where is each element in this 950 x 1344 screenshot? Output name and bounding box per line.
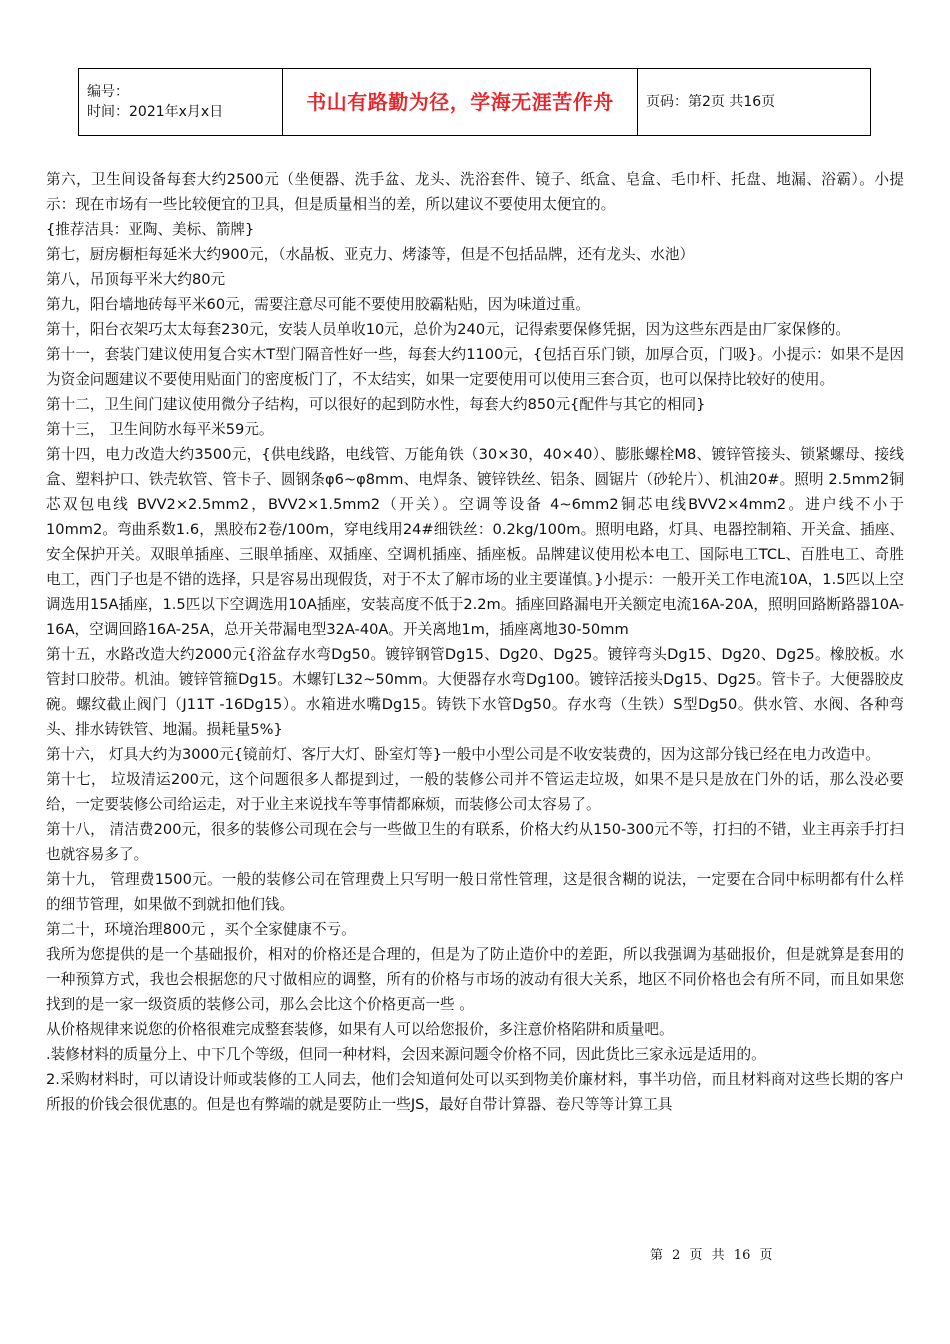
paragraph: 第十三， 卫生间防水每平米59元。 (46, 421, 274, 438)
document-body (46, 167, 904, 1117)
paragraph: 第十一，套装门建议使用复合实木T型门隔音性好一些，每套大约1100元，{包括百乐门锁，加厚合页，门吸}。小提示：如果不是因为资金问题建议不要使用贴面门的密度板门了，不太结实，如果一定要使用可以使用三套合页，也可以保持比较好的使用。 (46, 346, 904, 388)
paragraph: 第七，厨房橱柜每延米大约900元，（水晶板、亚克力、烤漆等，但是不包括品牌，还有龙头、水池） (46, 246, 695, 263)
paragraph: 第六，卫生间设备每套大约2500元（坐便器、洗手盆、龙头、洗浴套件、镜子、纸盒、皂盒、毛巾杆、托盘、地漏、浴霸）。小提示：现在市场有一些比较便宜的卫具，但是质量相当的差，所以建议不要使用太便宜的。 (46, 171, 904, 213)
paragraph: 第十二，卫生间门建议使用微分子结构，可以很好的起到防水性，每套大约850元{配件与其它的相同} (46, 396, 706, 413)
paragraph: 2.采购材料时，可以请设计师或装修的工人同去，他们会知道何处可以买到物美价廉材料，事半功倍，而且材料商对这些长期的客户所报的价钱会很优惠的。但是也有弊端的就是要防止一些JS，最好自带计算器、卷尺等等计算工具 (46, 1071, 904, 1113)
document-header (78, 68, 871, 136)
paragraph: 第十，阳台衣架巧太太每套230元，安装人员单收10元，总价为240元，记得索要保修凭据，因为这些东西是由厂家保修的。 (46, 321, 850, 338)
document-number-label: 编号： (87, 84, 129, 100)
header-page-info: 页码：第2页 共16页 (638, 69, 871, 136)
paragraph: 第二十，环境治理800元 ，买个全家健康不亏。 (46, 921, 356, 938)
header-meta-cell (79, 69, 283, 136)
paragraph: 我所为您提供的是一个基础报价，相对的价格还是合理的，但是为了防止造价中的差距，所以我强调为基础报价，但是就算是套用的一种预算方式，我也会根据您的尺寸做相应的调整，所有的价格与市场的波动有很大关系，地区不同价格也会有所不同，而且如果您找到的是一家一级资质的装修公司，那么会比这个价格更高一些 。 (46, 946, 904, 1013)
paragraph: 第十四，电力改造大约3500元，{供电线路，电线管、万能角铁（30×30，40×40）、膨胀螺栓M8、镀锌管接头、锁紧螺母、接线盒、塑料护口、铁壳软管、管卡子、圆钢条φ6~φ8mm、电焊条、镀锌铁丝、铝条、圆锯片（砂轮片）、机油20#。照明 2.5mm2铜芯双包电线 BVV2×2.5mm2，BVV2×1.5mm2（开关）。空调等设备 4~6mm2铜芯电线BVV2×4mm2。进户线不小于 10mm2。弯曲系数1.6，黑胶布2卷/100m，穿电线用24#细铁丝：0.2kg/100m。照明电路，灯具、电器控制箱、开关盒、插座、安全保护开关。双眼单插座、三眼单插座、双插座、空调机插座、插座板。品牌建议使用松本电工、国际电工TCL、百胜电工、奇胜电工，西门子也是不错的选择，只是容易出现假货，对于不太了解市场的业主要谨慎。}小提示：一般开关工作电流10A，1.5匹以上空调选用15A插座，1.5匹以下空调选用10A插座，安装高度不低于2.2m。插座回路漏电开关额定电流16A-20A，照明回路断路器10A-16A，空调回路16A-25A，总开关带漏电型32A-40A。开关离地1m，插座离地30-50mm (46, 446, 904, 638)
paragraph: 第十五，水路改造大约2000元{浴盆存水弯Dg50。镀锌钢管Dg15、Dg20、Dg25。镀锌弯头Dg15、Dg20、Dg25。橡胶板。水管封口胶带。机油。镀锌管箍Dg15。木螺钉L32~50mm。大便器存水弯Dg100。镀锌活接头Dg15、Dg25。管卡子。大便器胶皮碗。螺纹截止阀门（J11T -16Dg15）。水箱进水嘴Dg15。铸铁下水管Dg50。存水弯（生铁）S型Dg50。供水管、水阀、各种弯头、排水铸铁管、地漏。损耗量5%} (46, 646, 904, 738)
paragraph: {推荐洁具：亚陶、美标、箭牌} (46, 221, 255, 238)
paragraph: 第十六， 灯具大约为3000元{镜前灯、客厅大灯、卧室灯等}一般中小型公司是不收安装费的，因为这部分钱已经在电力改造中。 (46, 746, 880, 763)
header-motto: 书山有路勤为径，学海无涯苦作舟 (283, 69, 638, 136)
paragraph: 第十九， 管理费1500元。一般的装修公司在管理费上只写明一般日常性管理，这是很含糊的说法，一定要在合同中标明都有什么样的细节管理，如果做不到就扣他们钱。 (46, 871, 904, 913)
paragraph: 第十七， 垃圾清运200元，这个问题很多人都提到过，一般的装修公司并不管运走垃圾，如果不是只是放在门外的话，那么没必要给，一定要装修公司给运走，对于业主来说找车等事情都麻烦，而装修公司太容易了。 (46, 771, 904, 813)
paragraph: 第十八， 清洁费200元，很多的装修公司现在会与一些做卫生的有联系，价格大约从150-300元不等，打扫的不错，业主再亲手打扫也就容易多了。 (46, 821, 904, 863)
document-time-label: 时间：2021年x月x日 (87, 104, 224, 120)
paragraph: .装修材料的质量分上、中下几个等级，但同一种材料，会因来源问题令价格不同，因此货比三家永远是适用的。 (46, 1046, 766, 1063)
paragraph: 从价格规律来说您的价格很难完成整套装修，如果有人可以给您报价，多注意价格陷阱和质量吧。 (46, 1021, 674, 1038)
page-footer: 第 2 页 共 16 页 (650, 1248, 773, 1263)
paragraph: 第八，吊顶每平米大约80元 (46, 271, 226, 288)
paragraph: 第九，阳台墙地砖每平米60元，需要注意尽可能不要使用胶霸粘贴，因为味道过重。 (46, 296, 590, 313)
